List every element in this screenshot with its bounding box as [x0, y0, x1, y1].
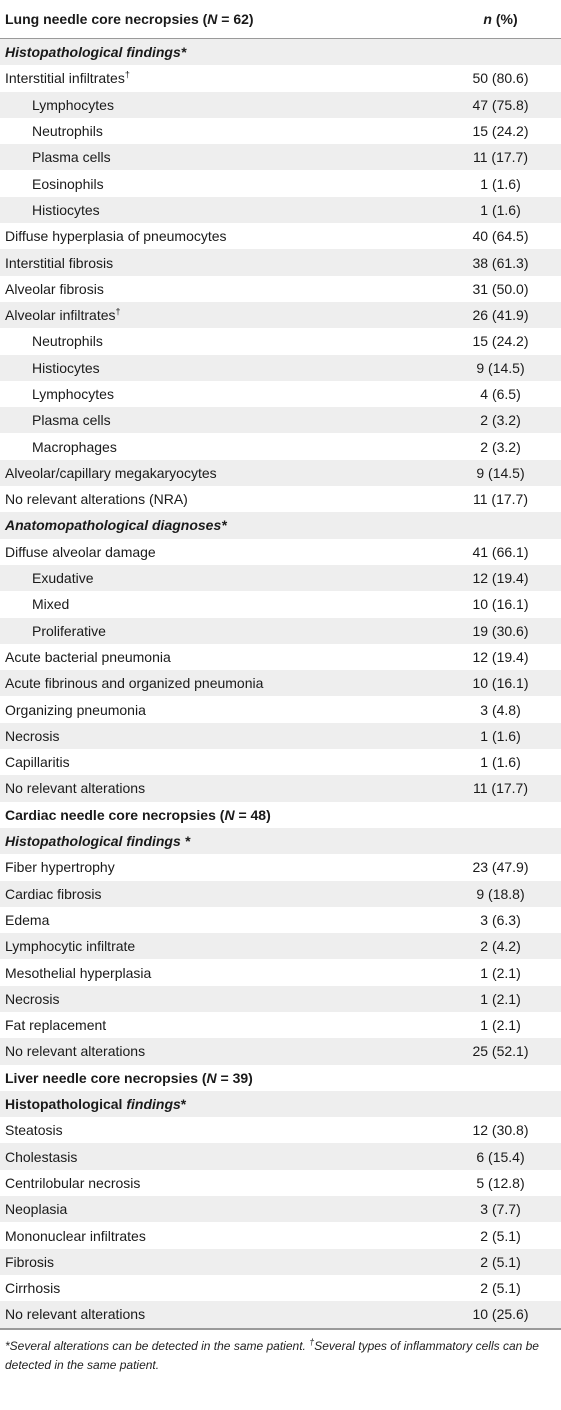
row-value: 11 (17.7) — [440, 775, 561, 801]
row-value: 9 (18.8) — [440, 881, 561, 907]
table-row — [0, 1301, 561, 1328]
table-header-row — [0, 0, 561, 39]
row-value: 19 (30.6) — [440, 618, 561, 644]
table-row — [0, 986, 561, 1012]
row-value — [440, 828, 561, 854]
table-row — [0, 696, 561, 722]
table-row — [0, 486, 561, 512]
table-row — [0, 1091, 561, 1117]
row-label: Histiocytes — [0, 197, 440, 223]
table-row — [0, 670, 561, 696]
row-value: 41 (66.1) — [472, 543, 529, 560]
row-label: Alveolar infiltrates† — [0, 302, 440, 328]
row-label: Lymphocytes — [32, 386, 114, 402]
table-row — [0, 1038, 561, 1064]
header-lung-label: Lung needle core necropsies (N = 62) — [0, 0, 440, 39]
table-row — [0, 433, 561, 459]
row-label: Eosinophils — [32, 175, 104, 192]
table-row — [0, 907, 561, 933]
table-row — [0, 1012, 561, 1038]
row-value: 2 (3.2) — [480, 438, 521, 455]
row-value: 31 (50.0) — [472, 280, 529, 297]
row-label: Lymphocytic infiltrate — [0, 933, 440, 959]
row-value: 26 (41.9) — [440, 302, 561, 328]
row-label: Mononuclear infiltrates — [5, 1227, 146, 1244]
table-row — [0, 881, 561, 907]
row-label: Cirrhosis — [5, 1280, 61, 1297]
row-label: Fiber hypertrophy — [5, 859, 115, 876]
row-value: 2 (5.1) — [480, 1280, 521, 1297]
table-row — [0, 802, 561, 828]
table-row — [0, 276, 561, 302]
row-value: 4 (6.5) — [480, 386, 521, 402]
table-row — [0, 854, 561, 880]
row-value: 6 (15.4) — [440, 1143, 561, 1169]
row-value: 12 (30.8) — [472, 1122, 529, 1139]
row-label: Plasma cells — [0, 407, 440, 433]
table-row — [0, 39, 561, 66]
row-label: Edema — [5, 911, 50, 928]
table-row — [0, 512, 561, 538]
row-label: No relevant alterations (NRA) — [5, 491, 188, 508]
row-value: 9 (14.5) — [440, 460, 561, 486]
row-label: Diffuse hyperplasia of pneumocytes — [5, 228, 227, 245]
table-row — [0, 197, 561, 223]
table-row — [0, 775, 561, 801]
table-row — [0, 959, 561, 985]
row-value: 10 (25.6) — [440, 1301, 561, 1328]
row-value: 50 (80.6) — [472, 70, 529, 87]
row-value: 38 (61.3) — [440, 249, 561, 275]
row-label: Cholestasis — [0, 1143, 440, 1169]
row-value: 5 (12.8) — [476, 1174, 525, 1191]
row-label: Liver needle core necropsies (N = 39) — [5, 1069, 253, 1086]
row-value: 1 (2.1) — [480, 1017, 521, 1034]
row-value — [440, 39, 561, 66]
row-value: 1 (2.1) — [440, 986, 561, 1012]
table-row — [0, 328, 561, 354]
table-row — [0, 1275, 561, 1301]
row-value: 1 (1.6) — [440, 723, 561, 749]
row-value — [440, 1065, 561, 1091]
row-value: 3 (7.7) — [440, 1196, 561, 1222]
row-label: No relevant alterations — [0, 775, 440, 801]
table-row — [0, 828, 561, 854]
table-row — [0, 1249, 561, 1275]
row-value: 2 (5.1) — [480, 1227, 521, 1244]
table-row — [0, 92, 561, 118]
row-label: Histopathological findings * — [0, 828, 440, 854]
row-value: 3 (4.8) — [480, 701, 521, 718]
table-row — [0, 381, 561, 407]
table-row — [0, 1170, 561, 1196]
row-label: Macrophages — [32, 438, 117, 455]
row-value: 15 (24.2) — [472, 123, 529, 140]
table-row — [0, 407, 561, 433]
row-value: 25 (52.1) — [440, 1038, 561, 1064]
row-value: 47 (75.8) — [440, 92, 561, 118]
row-value — [440, 802, 561, 828]
table-row — [0, 618, 561, 644]
row-label: Mesothelial hyperplasia — [5, 964, 152, 981]
row-value: 40 (64.5) — [472, 228, 529, 245]
row-label: Fat replacement — [5, 1017, 107, 1034]
header-n-percent: n (%) — [440, 0, 561, 39]
table-footnote: *Several alterations can be detected in the same patient. †Several types of inflammatory cells can be detected in the same patient. — [0, 1329, 561, 1375]
row-value: 23 (47.9) — [472, 859, 529, 876]
row-label: Neutrophils — [32, 333, 103, 350]
table-row — [0, 65, 561, 91]
row-label: Anatomopathological diagnoses* — [0, 512, 440, 538]
row-value: 9 (14.5) — [440, 355, 561, 381]
row-label: Histopathological findings* — [0, 1091, 440, 1117]
row-label: Lymphocytes — [0, 92, 440, 118]
row-label: Neutrophils — [32, 123, 103, 140]
row-label: Cardiac fibrosis — [0, 881, 440, 907]
row-label: Acute bacterial pneumonia — [5, 648, 171, 665]
table-row — [0, 170, 561, 196]
row-label: Histopathological findings* — [0, 39, 440, 66]
row-value: 3 (6.3) — [480, 911, 521, 928]
row-label: Acute fibrinous and organized pneumonia — [0, 670, 440, 696]
row-label: Cardiac needle core necropsies (N = 48) — [5, 806, 271, 823]
table-row — [0, 591, 561, 617]
row-value: 10 (16.1) — [440, 670, 561, 696]
row-value: 1 (2.1) — [480, 964, 521, 981]
table-row — [0, 933, 561, 959]
row-value: 2 (3.2) — [440, 407, 561, 433]
row-value: 2 (4.2) — [440, 933, 561, 959]
row-value: 1 (1.6) — [440, 197, 561, 223]
table-body — [0, 39, 561, 1329]
row-value: 11 (17.7) — [473, 491, 528, 508]
table-row — [0, 749, 561, 775]
row-label: Histiocytes — [0, 355, 440, 381]
row-label: Centrilobular necrosis — [5, 1174, 141, 1191]
row-label: Interstitial infiltrates† — [5, 69, 130, 87]
table-row — [0, 223, 561, 249]
row-label: Plasma cells — [0, 144, 440, 170]
table-row — [0, 144, 561, 170]
row-label: No relevant alterations — [0, 1301, 440, 1328]
row-value: 12 (19.4) — [440, 565, 561, 591]
row-label: Steatosis — [5, 1122, 63, 1139]
row-label: Necrosis — [0, 723, 440, 749]
row-value: 1 (1.6) — [480, 175, 521, 192]
row-value: 11 (17.7) — [440, 144, 561, 170]
table-row — [0, 1117, 561, 1143]
row-label: Necrosis — [0, 986, 440, 1012]
row-label: No relevant alterations — [0, 1038, 440, 1064]
table-row — [0, 1143, 561, 1169]
table-row — [0, 302, 561, 328]
row-label: Exudative — [0, 565, 440, 591]
table-row — [0, 1222, 561, 1248]
row-label: Neoplasia — [0, 1196, 440, 1222]
row-label: Alveolar fibrosis — [5, 280, 104, 297]
table-row — [0, 539, 561, 565]
row-label: Alveolar/capillary megakaryocytes — [0, 460, 440, 486]
row-label: Organizing pneumonia — [5, 701, 146, 718]
table-row — [0, 118, 561, 144]
table-row — [0, 249, 561, 275]
table-row — [0, 565, 561, 591]
table-row — [0, 723, 561, 749]
row-label: Capillaritis — [5, 754, 70, 771]
table-row — [0, 460, 561, 486]
row-label: Mixed — [32, 596, 70, 613]
table-row — [0, 644, 561, 670]
row-label: Fibrosis — [0, 1249, 440, 1275]
table-row — [0, 355, 561, 381]
row-value: 2 (5.1) — [440, 1249, 561, 1275]
row-value — [440, 1091, 561, 1117]
row-value: 12 (19.4) — [472, 648, 529, 665]
row-value: 1 (1.6) — [480, 754, 521, 771]
row-value: 15 (24.2) — [472, 333, 529, 350]
row-label: Proliferative — [0, 618, 440, 644]
row-label: Interstitial fibrosis — [0, 249, 440, 275]
row-label: Diffuse alveolar damage — [5, 543, 156, 560]
row-value — [440, 512, 561, 538]
table-row — [0, 1196, 561, 1222]
table-row — [0, 1065, 561, 1091]
row-value: 10 (16.1) — [472, 596, 529, 613]
